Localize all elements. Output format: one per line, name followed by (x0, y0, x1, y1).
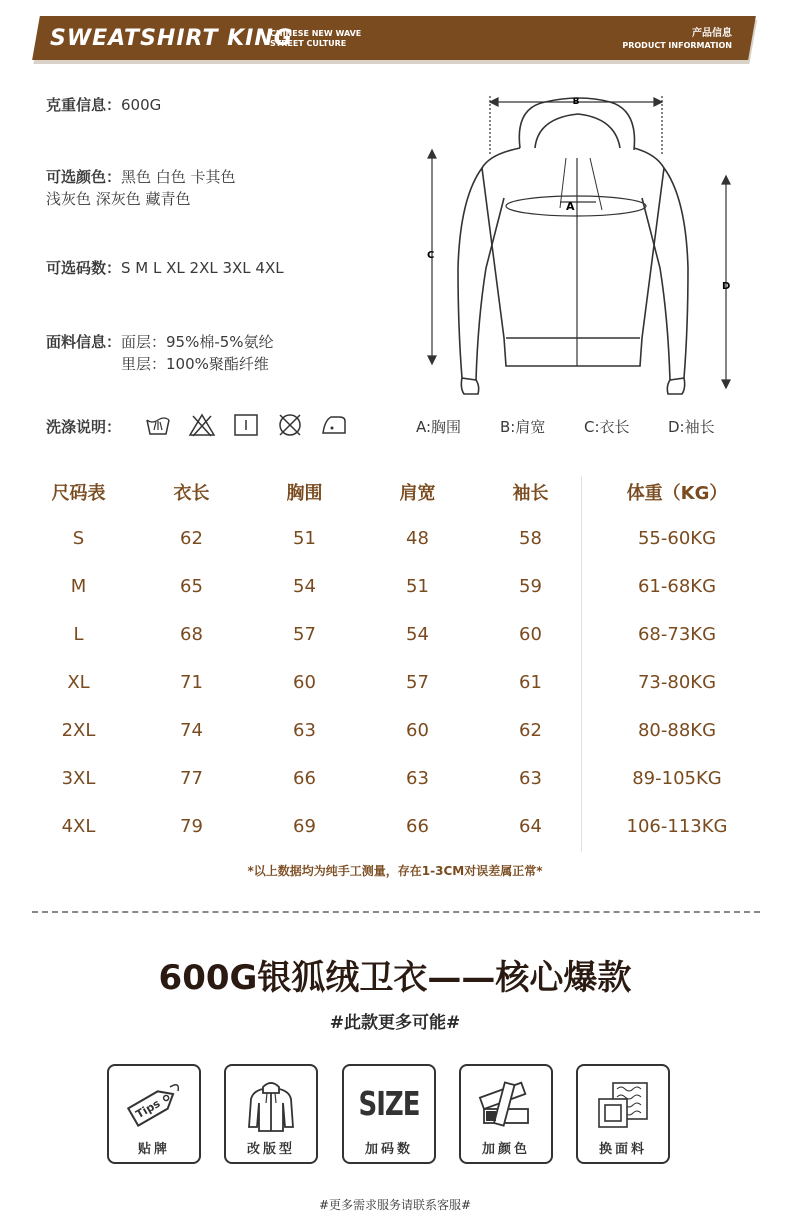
tag-icon (124, 1077, 184, 1133)
fabric-line-1: 面层：95%棉-5%氨纶 (121, 333, 274, 351)
header-size: 尺码表 (51, 483, 106, 504)
table-cell: 60 (293, 671, 316, 693)
sizes-value: S M L XL 2XL 3XL 4XL (121, 259, 284, 277)
table-cell: S (72, 527, 85, 549)
table-body (22, 514, 768, 850)
dashed-divider (32, 911, 760, 913)
table-cell: 66 (293, 767, 316, 789)
no-bleach-icon (188, 412, 216, 438)
table-cell: 51 (293, 527, 316, 549)
wash-label: 洗涤说明： (46, 418, 122, 436)
table-cell: 63 (519, 767, 542, 789)
table-row (22, 802, 768, 850)
table-cell: XL (67, 671, 90, 693)
table-cell: L (73, 623, 84, 645)
table-cell: 68 (180, 623, 203, 645)
section-title-en: PRODUCT INFORMATION (622, 41, 732, 50)
table-cell: 61 (519, 671, 542, 693)
table-cell: 4XL (61, 815, 96, 837)
promo-headline: 600G银狐绒卫衣——核心爆款 (158, 958, 632, 998)
promo-subtitle: #此款更多可能# (329, 1013, 461, 1033)
fabric-icon (593, 1077, 653, 1133)
header-chest: 胸围 (286, 483, 323, 504)
hoodie-diagram (410, 88, 750, 410)
legend-d: D:袖长 (668, 418, 715, 436)
table-cell: 69 (293, 815, 316, 837)
table-cell: 55-60KG (637, 527, 717, 549)
header-sleeve: 袖长 (512, 483, 549, 504)
brand-logo: SWEATSHIRT KING (50, 26, 293, 51)
table-cell: 2XL (61, 719, 96, 741)
size-icon: SIZE (358, 1086, 420, 1124)
card-add-color[interactable] (459, 1064, 553, 1164)
table-cell: 73-80KG (637, 671, 717, 693)
card-label-text: 改版型 (246, 1142, 295, 1157)
weight-value: 600G (121, 96, 162, 114)
tagline-line-2: STREET CULTURE (270, 39, 347, 48)
hand-wash-icon (144, 412, 172, 438)
colors-label: 可选颜色： (46, 168, 122, 186)
table-cell: 60 (406, 719, 429, 741)
colors-line-2: 浅灰色 深灰色 藏青色 (46, 190, 191, 208)
card-label-text: 加码数 (364, 1142, 413, 1157)
measurement-note: *以上数据均为纯手工测量，存在1-3CM对误差属正常* (247, 864, 543, 878)
table-cell: 106-113KG (626, 815, 728, 837)
section-title (622, 28, 732, 52)
sizes-label: 可选码数： (46, 259, 122, 277)
weight-info (46, 94, 161, 116)
table-cell: 61-68KG (637, 575, 717, 597)
tag-text: Tips (133, 1096, 163, 1122)
tumble-dry-icon (232, 412, 260, 438)
table-cell: 80-88KG (637, 719, 717, 741)
table-cell: 63 (293, 719, 316, 741)
table-cell: 71 (180, 671, 203, 693)
legend-b: B:肩宽 (500, 418, 546, 436)
header-weight: 体重（KG） (626, 483, 728, 504)
wash-info (46, 416, 121, 438)
wash-icons (144, 412, 348, 438)
diagram-label-d: D (722, 281, 731, 292)
table-cell: 59 (519, 575, 542, 597)
table-cell: 60 (519, 623, 542, 645)
brand-tagline (270, 29, 361, 49)
card-add-size[interactable] (342, 1064, 436, 1164)
diagram-label-a: A (566, 200, 575, 213)
card-label-text: 加颜色 (481, 1142, 530, 1157)
table-row (22, 562, 768, 610)
diagram-label-c: C (427, 250, 435, 261)
table-cell: 48 (406, 527, 429, 549)
table-cell: 66 (406, 815, 429, 837)
colors-line-1: 黑色 白色 卡其色 (121, 168, 236, 186)
table-cell: 77 (180, 767, 203, 789)
hoodie-icon (243, 1077, 299, 1133)
card-change-fabric[interactable] (576, 1064, 670, 1164)
table-cell: M (70, 575, 87, 597)
card-label-text: 换面料 (598, 1142, 647, 1157)
card-label-brand[interactable] (107, 1064, 201, 1164)
fabric-info (46, 331, 274, 375)
table-cell: 54 (406, 623, 429, 645)
table-row (22, 706, 768, 754)
diagram-label-b: B (572, 97, 580, 107)
table-cell: 89-105KG (632, 767, 722, 789)
weight-label: 克重信息： (46, 96, 122, 114)
table-row (22, 754, 768, 802)
fabric-label: 面料信息： (46, 333, 122, 351)
card-change-fit[interactable] (224, 1064, 318, 1164)
legend-c: C:衣长 (584, 418, 630, 436)
size-table (22, 470, 768, 850)
section-title-cn: 产品信息 (692, 28, 732, 39)
table-row (22, 514, 768, 562)
header-length: 衣长 (173, 483, 210, 504)
table-cell: 51 (406, 575, 429, 597)
table-cell: 79 (180, 815, 203, 837)
size-info (46, 257, 284, 279)
table-cell: 63 (406, 767, 429, 789)
table-cell: 62 (180, 527, 203, 549)
table-cell: 68-73KG (637, 623, 717, 645)
table-cell: 62 (519, 719, 542, 741)
iron-icon (320, 412, 348, 438)
table-cell: 3XL (61, 767, 96, 789)
color-swatch-icon (476, 1077, 536, 1133)
table-cell: 64 (519, 815, 542, 837)
color-info (46, 166, 236, 210)
table-cell: 54 (293, 575, 316, 597)
table-row (22, 658, 768, 706)
table-row (22, 610, 768, 658)
table-cell: 57 (293, 623, 316, 645)
card-label-text: 贴牌 (137, 1142, 170, 1157)
fabric-line-2: 里层：100%聚酯纤维 (121, 355, 269, 373)
table-cell: 57 (406, 671, 429, 693)
no-dry-clean-icon (276, 412, 304, 438)
table-cell: 58 (519, 527, 542, 549)
footer-note: #更多需求服务请联系客服# (318, 1198, 472, 1212)
legend-a: A:胸围 (416, 418, 462, 436)
header-shoulder: 肩宽 (399, 483, 436, 504)
table-header (22, 470, 768, 514)
table-cell: 65 (180, 575, 203, 597)
tagline-line-1: CHINESE NEW WAVE (270, 29, 362, 38)
table-cell: 74 (180, 719, 203, 741)
